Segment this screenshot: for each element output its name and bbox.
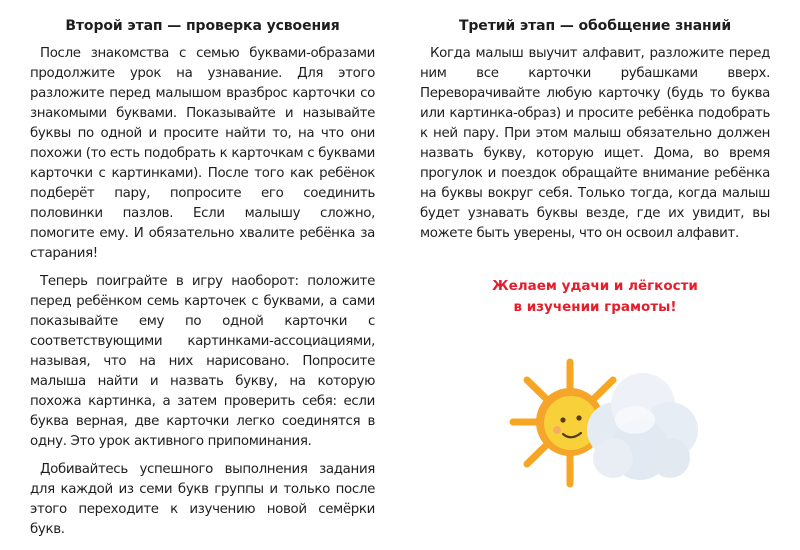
right-paragraph-1: Когда малыш выучит алфавит, разложите перед ним все карточки рубашками вверх. Переворачивайте любую карточку (будь то буква или картинка-образ) и просите ребёнка подобрать к ней пару. При этом малыш обязательно должен назвать букву, которую ищет. Дома, во время прогулок и поездок обращайте внимание ребёнка на буквы вокруг себя. Только тогда, когда малыш будет узнавать буквы везде, где их увидит, вы можете быть уверены, что он освоил алфавит. — [420, 46, 770, 241]
wish-line-2: в изучении грамоты! — [513, 299, 677, 315]
left-paragraph-3: Добивайтесь успешного выполнения задания для каждой из семи букв группы и только после этого переходите к изучению новой семёрки букв. — [30, 462, 375, 537]
right-column — [420, 18, 770, 252]
sun-behind-cloud-icon — [505, 350, 705, 500]
wish-line-1: Желаем удачи и лёгкости — [492, 278, 698, 294]
left-column — [30, 18, 375, 548]
right-section-title: Третий этап — обобщение знаний — [458, 18, 732, 34]
left-paragraph-2: Теперь поиграйте в игру наоборот: положите перед ребёнком семь карточек с буквами, а сами показывайте ему по одной карточки с соответствующими картинками-ассоциациями, называя, что на них нарисовано. Попросите малыша найти и назвать букву, на которую похожа картинка, а затем проверить себя: если буква верная, две карточки легко соединятся в одну. Это урок активного припоминания. — [30, 274, 375, 449]
left-paragraph-1: После знакомства с семью буквами-образами продолжите урок на узнавание. Для этого разложите перед малышом вразброс карточки со знакомыми буквами. Показывайте и называйте буквы по одной и просите найти то, на что они похожи (то есть подобрать к карточкам с буквами карточки с картинками). После того как ребёнок подберёт пару, попросите его соединить половинки пазлов. Если малышу сложно, помогите ему. И обязательно хвалите ребёнка за старания! — [30, 46, 375, 261]
wish-text — [420, 276, 770, 318]
left-section-title: Второй этап — проверка усвоения — [65, 18, 340, 34]
